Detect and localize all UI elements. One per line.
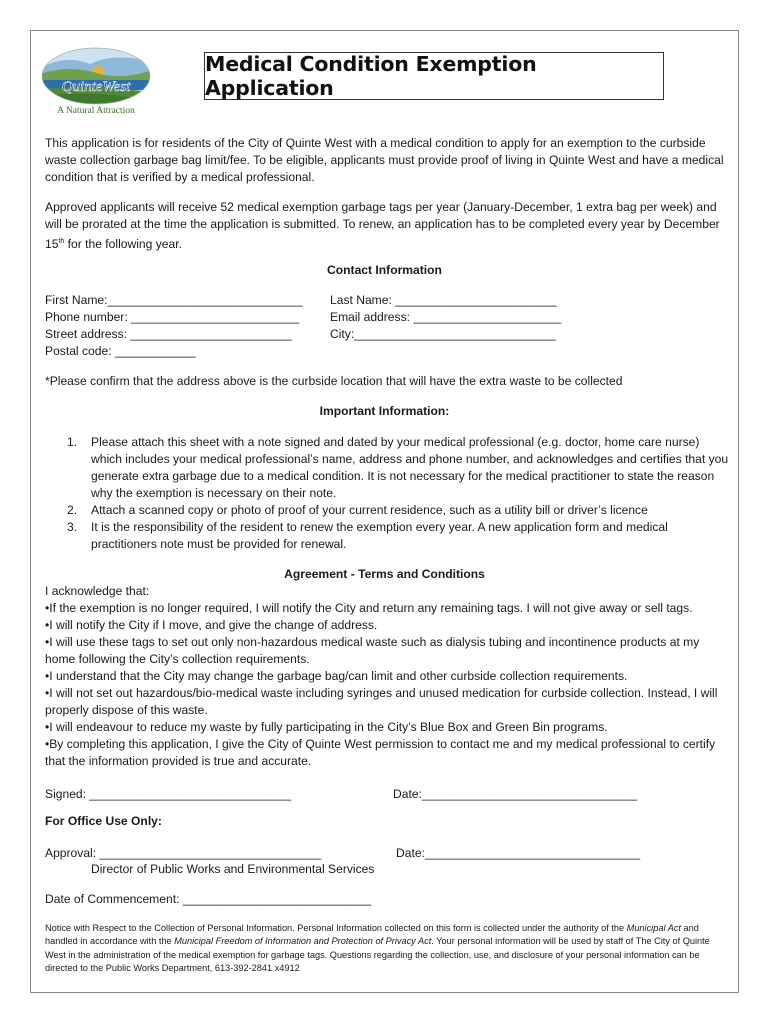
intro-text-1: This application is for residents of the City of Quinte West with a medical condition to apply for an exemption to the curbside waste collection garbage bag limit/fee. To be eligible, applicants must provide proof of living in Quinte West and have a medical condition that is verified by a medical professional. <box>45 136 724 184</box>
approval-field[interactable]: Approval: _________________________________ <box>45 846 322 860</box>
important-heading: Important Information: <box>319 404 450 418</box>
agreement-heading: Agreement - Terms and Conditions <box>284 567 485 581</box>
intro-paragraph-2 <box>45 199 730 253</box>
logo-wordmark: QuinteWest <box>61 79 131 95</box>
municipal-act: Municipal Act <box>626 923 681 933</box>
intro-sup: th <box>58 238 65 245</box>
important-list <box>45 434 730 553</box>
street-field[interactable]: Street address: ________________________ <box>45 327 292 341</box>
agreement-item: •I will endeavour to reduce my waste by fully participating in the City’s Blue Box and Green Bin programs. <box>45 720 608 734</box>
approval-date-field[interactable]: Date:________________________________ <box>396 846 641 860</box>
title-box <box>204 52 664 100</box>
page-title: Medical Condition Exemption Application <box>205 52 537 100</box>
intro-text-2a: Approved applicants will receive 52 medical exemption garbage tags per year (January-December, 1 extra bag per week) and will be prorated at the time the application is submitted. To renew, an application has to be completed every year by December 15 <box>45 200 720 252</box>
office-use-heading: For Office Use Only: <box>45 814 162 828</box>
commencement-date-field[interactable]: Date of Commencement: ____________________________ <box>45 892 372 906</box>
agreement-terms <box>45 583 730 770</box>
postal-code-field[interactable]: Postal code: ____________ <box>45 344 196 358</box>
agreement-item: •I understand that the City may change the garbage bag/can limit and other curbside collection requirements. <box>45 669 628 683</box>
list-item: 2. Attach a scanned copy or photo of proof of your current residence, such as a utility bill or driver’s licence <box>67 503 648 517</box>
list-item: 1. Please attach this sheet with a note signed and dated by your medical professional (e.g. doctor, home care nurse) which includes your medical professional’s name, address and phone number, and acknowledges and certifies that you generate extra garbage due to a medical condition. It is not necessary for the medical practitioner to state the reason why the exemption is necessary on their note. <box>67 435 729 500</box>
list-item: 3. It is the responsibility of the resident to renew the exemption every year. A new application form and medical practitioners note must be provided for renewal. <box>67 520 668 551</box>
privacy-notice: Notice with Respect to the Collection of Personal Information. Personal Information collected on this form is collected under the authority of the Municipal Act and handled in accordance with the Municipal Freedom of Information and Protection of Privacy Act. Your personal information will be used by staff of The City of Quinte West in the administration of the medical exemption for garbage tags. Questions regarding the collection, use, and disclosure of your personal information can be directed to the Public Works Department, 613-392-2841 x4912 <box>45 923 710 974</box>
agreement-lead: I acknowledge that: <box>45 584 150 598</box>
address-confirm-note: *Please confirm that the address above is the curbside location that will have the extra waste to be collected <box>45 374 623 388</box>
intro-text-2b: for the following year. <box>64 237 182 252</box>
signed-date-field[interactable]: Date:________________________________ <box>393 787 638 801</box>
phone-field[interactable]: Phone number: _________________________ <box>45 310 300 324</box>
signed-field[interactable]: Signed: ______________________________ <box>45 787 292 801</box>
mfippa-act: Municipal Freedom of Information and Protection of Privacy Act <box>174 936 432 947</box>
contact-heading: Contact Information <box>327 263 442 277</box>
first-name-field[interactable]: First Name:_____________________________ <box>45 293 303 307</box>
last-name-field[interactable]: Last Name: ________________________ <box>330 293 557 307</box>
agreement-item: •By completing this application, I give the City of Quinte West permission to contact me and my medical professional to certify that the information provided is true and accurate. <box>45 737 716 768</box>
agreement-item: •If the exemption is no longer required, I will notify the City and return any remaining tags. I will not give away or sell tags. <box>45 601 693 615</box>
city-field[interactable]: City:______________________________ <box>330 327 556 341</box>
email-field[interactable]: Email address: ______________________ <box>330 310 562 324</box>
logo-emblem-icon <box>40 46 152 106</box>
agreement-item: •I will use these tags to set out only non-hazardous medical waste such as dialysis tubing and incontinence products at my home following the City’s collection requirements. <box>45 635 700 666</box>
director-title: Director of Public Works and Environmental Services <box>91 862 375 876</box>
agreement-item: •I will not set out hazardous/bio-medical waste including syringes and unused medication for curbside collection. Instead, I will properly dispose of this waste. <box>45 686 718 717</box>
agreement-item: •I will notify the City if I move, and give the change of address. <box>45 618 378 632</box>
logo-tagline: A Natural Attraction <box>57 106 135 116</box>
quinte-west-logo <box>40 46 155 121</box>
intro-paragraph-1 <box>45 135 730 186</box>
